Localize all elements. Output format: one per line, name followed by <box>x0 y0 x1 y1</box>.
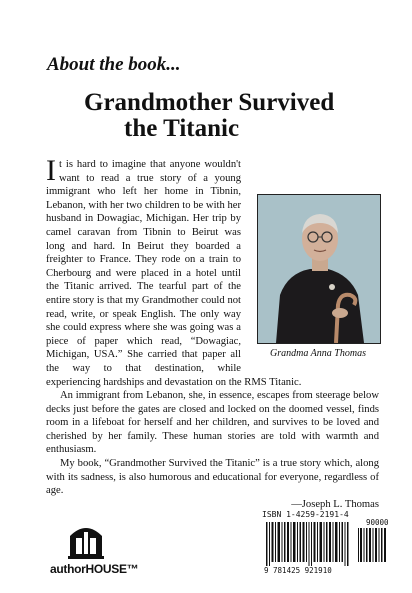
author-photo-box <box>251 194 379 361</box>
paragraph-3: My book, “Grandmother Survived the Titanic” is a true story which, along with its sadness, is also humorous and educational for everyone, regardless of age. <box>46 458 379 497</box>
paragraph-2: An immigrant from Lebanon, she, in essence, escapes from steerage below decks just before the gates are closed and locked on the doomed vessel, finds room in a lifeboat for herself and her children, and survives to be loved and cherished by her family. These human stories are told with warmth and enthusiasm. <box>46 390 379 456</box>
barcode-number: 9 781425 921910 <box>264 566 332 575</box>
about-heading: About the book... <box>47 54 181 75</box>
author-signature: —Joseph L. Thomas <box>291 498 379 510</box>
isbn-barcode <box>262 510 392 575</box>
title-line-1: Grandmother Survived <box>84 89 335 116</box>
book-description <box>46 154 379 511</box>
book-title <box>84 90 374 142</box>
publisher-name: authorHOUSE™ <box>50 562 139 576</box>
barcode-icon <box>262 520 392 566</box>
paragraph-1-text: t is hard to imagine that anyone wouldn't want to read a true story of a young immigrant who left her home in Tibnin, Lebanon, with her two children to be with her husband in Dowagiac, Michigan. Her trip by camel caravan from Tibnin to Beirut was long and hard. In Beirut they boarded a freighter to France. They rode on a train to Cherbourg and were placed in a hotel until the Titanic arrived. The tearful part of the entire story is that my Grandmother could not read, write, or speak English. The only way she could express where she was going was a piece of paper which read, “Dowagiac, Michigan, USA.” She carried that paper all the way to that destination, while experiencing hardships and devastation on the RMS Titanic. <box>46 159 302 388</box>
grandma-portrait-image <box>258 195 380 343</box>
drop-cap: I <box>46 154 56 187</box>
isbn-label: ISBN 1-4259-2191-4 <box>262 510 349 519</box>
price-code: 90000 <box>366 518 389 527</box>
title-line-2: the Titanic <box>124 115 240 142</box>
photo-caption: Grandma Anna Thomas <box>270 348 366 359</box>
grandma-photo <box>257 194 381 344</box>
